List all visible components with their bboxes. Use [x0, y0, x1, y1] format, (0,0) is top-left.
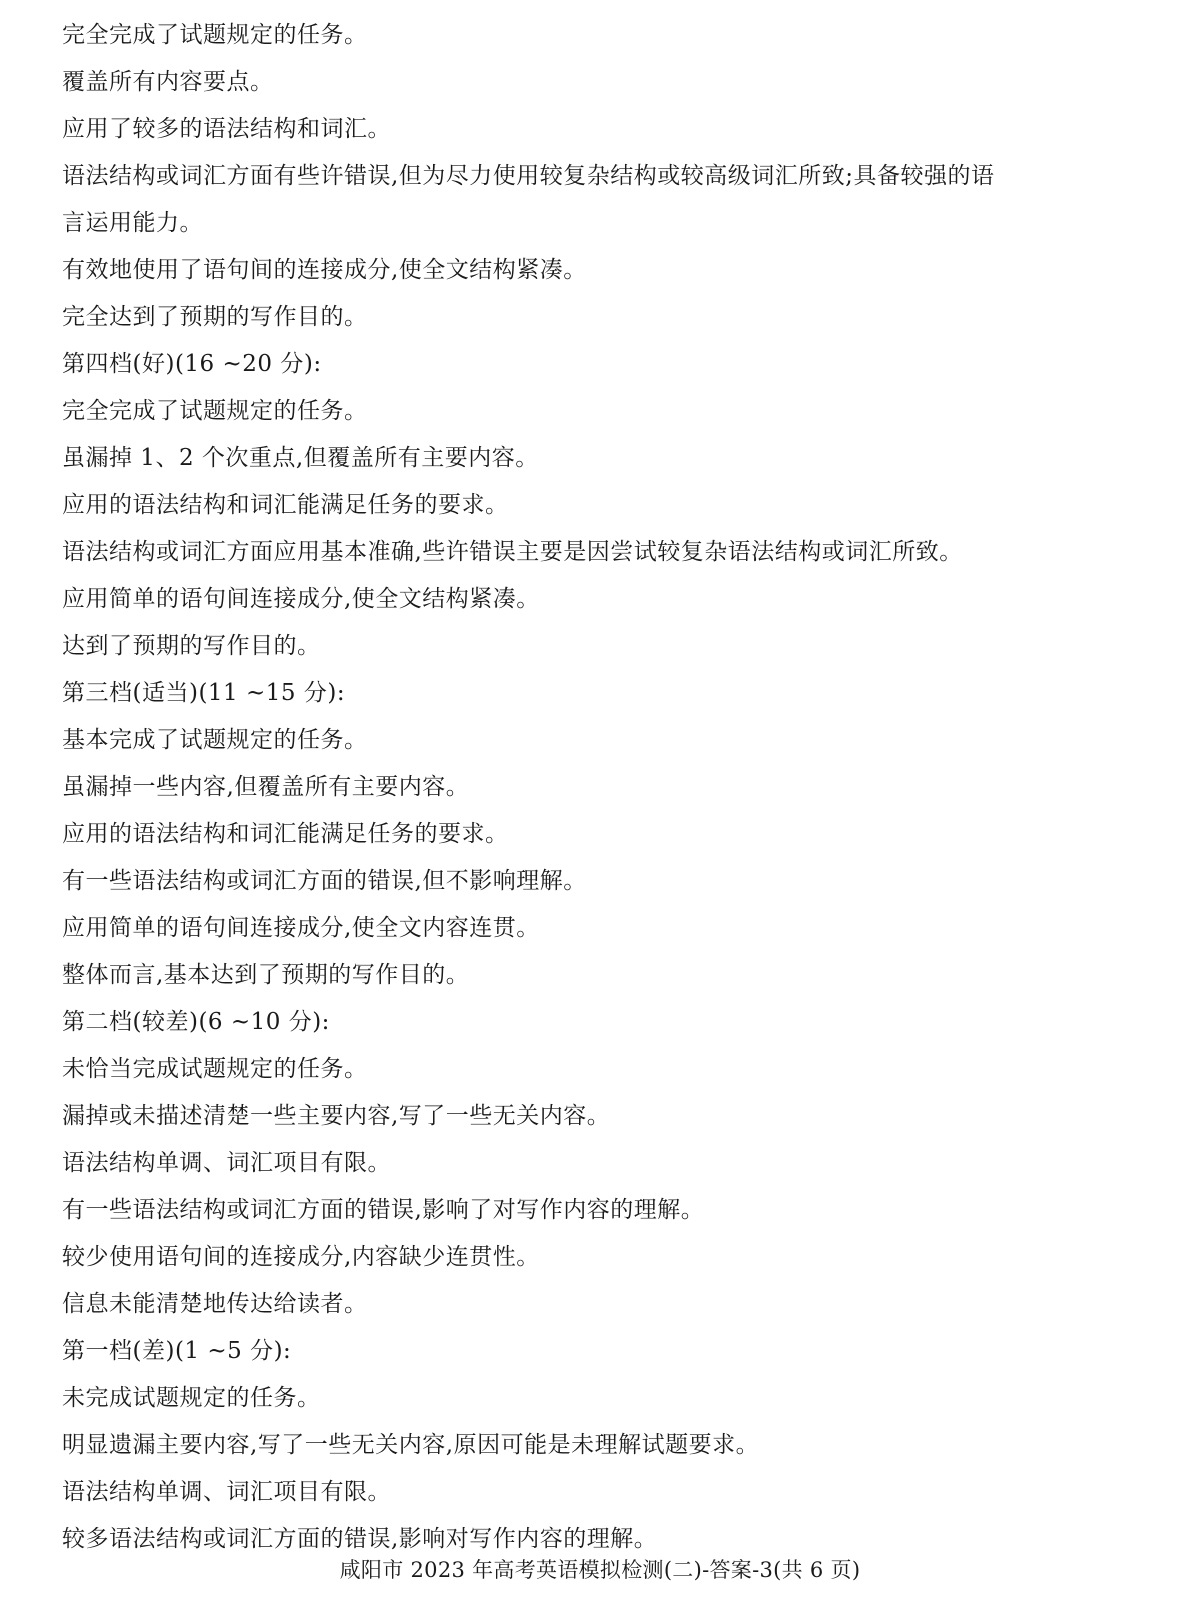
text-line: 应用简单的语句间连接成分,使全文内容连贯。	[62, 915, 540, 941]
text-line: 虽漏掉 1、2 个次重点,但覆盖所有主要内容。	[62, 445, 539, 471]
grade-heading-1: 第一档(差)(1 ~5 分):	[62, 1338, 292, 1364]
text-line: 语法结构或词汇方面有些许错误,但为尽力使用较复杂结构或较高级词汇所致;具备较强的语	[62, 163, 995, 189]
text-line: 整体而言,基本达到了预期的写作目的。	[62, 962, 470, 988]
grade-heading-3: 第三档(适当)(11 ~15 分):	[62, 680, 346, 706]
grade-heading-4: 第四档(好)(16 ~20 分):	[62, 351, 322, 377]
text-line: 明显遗漏主要内容,写了一些无关内容,原因可能是未理解试题要求。	[62, 1432, 760, 1458]
text-line: 未完成试题规定的任务。	[62, 1385, 321, 1411]
text-line: 覆盖所有内容要点。	[62, 69, 274, 95]
text-line: 达到了预期的写作目的。	[62, 633, 321, 659]
text-line: 应用的语法结构和词汇能满足任务的要求。	[62, 821, 509, 847]
text-line: 有一些语法结构或词汇方面的错误,但不影响理解。	[62, 868, 587, 894]
text-line: 应用了较多的语法结构和词汇。	[62, 116, 391, 142]
text-line: 虽漏掉一些内容,但覆盖所有主要内容。	[62, 774, 470, 800]
text-line: 未恰当完成试题规定的任务。	[62, 1056, 368, 1082]
text-line: 基本完成了试题规定的任务。	[62, 727, 368, 753]
text-line: 有效地使用了语句间的连接成分,使全文结构紧凑。	[62, 257, 587, 283]
text-line: 言运用能力。	[62, 210, 203, 236]
text-line: 语法结构或词汇方面应用基本准确,些许错误主要是因尝试较复杂语法结构或词汇所致。	[62, 539, 963, 565]
text-line: 语法结构单调、词汇项目有限。	[62, 1479, 391, 1505]
text-line: 有一些语法结构或词汇方面的错误,影响了对写作内容的理解。	[62, 1197, 705, 1223]
text-line: 漏掉或未描述清楚一些主要内容,写了一些无关内容。	[62, 1103, 611, 1129]
text-line: 较少使用语句间的连接成分,内容缺少连贯性。	[62, 1244, 540, 1270]
text-line: 语法结构单调、词汇项目有限。	[62, 1150, 391, 1176]
text-line: 完全完成了试题规定的任务。	[62, 22, 368, 48]
page-footer: 咸阳市 2023 年高考英语模拟检测(二)-答案-3(共 6 页)	[339, 1558, 861, 1582]
text-line: 较多语法结构或词汇方面的错误,影响对写作内容的理解。	[62, 1526, 658, 1552]
document-body	[62, 12, 1152, 1563]
text-line: 应用简单的语句间连接成分,使全文结构紧凑。	[62, 586, 540, 612]
text-line: 信息未能清楚地传达给读者。	[62, 1291, 368, 1317]
text-line: 完全完成了试题规定的任务。	[62, 398, 368, 424]
text-line: 应用的语法结构和词汇能满足任务的要求。	[62, 492, 509, 518]
text-line: 完全达到了预期的写作目的。	[62, 304, 368, 330]
grade-heading-2: 第二档(较差)(6 ~10 分):	[62, 1009, 330, 1035]
